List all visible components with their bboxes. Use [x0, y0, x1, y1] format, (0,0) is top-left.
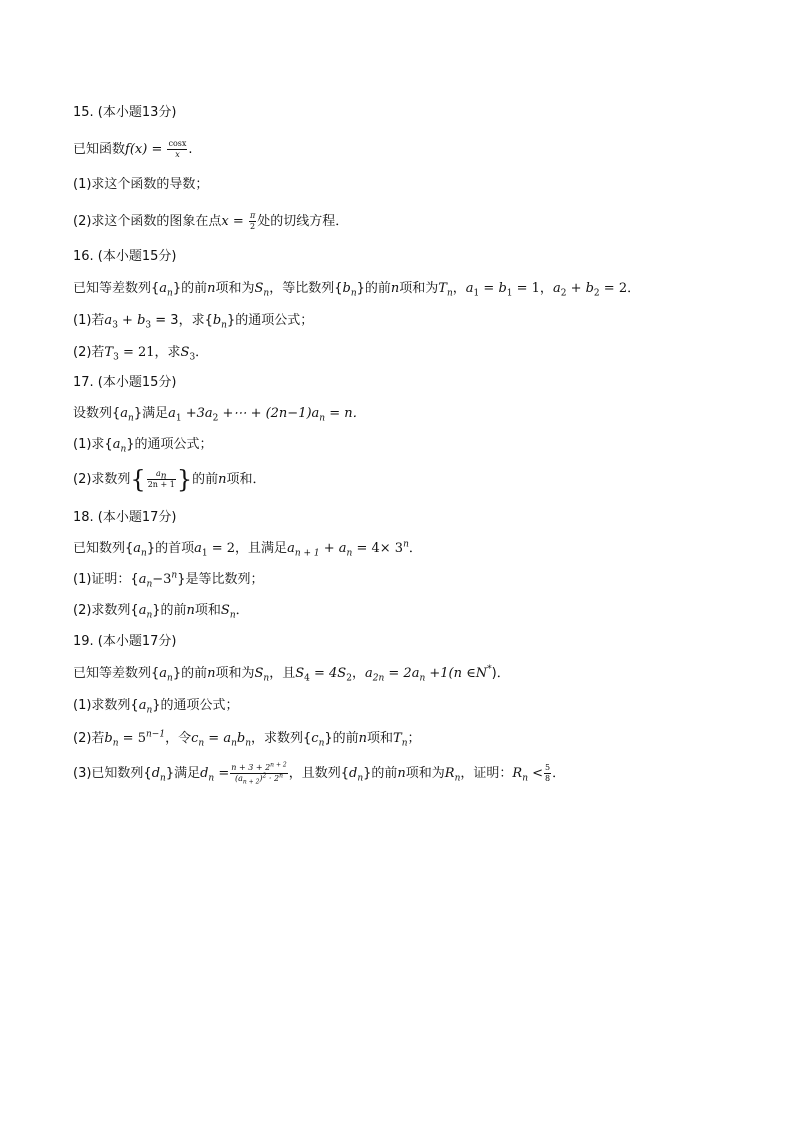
p18q2-a: a	[138, 603, 147, 618]
p19q2-an: = a	[204, 731, 232, 746]
problem-19-q3	[73, 763, 565, 784]
p19q2-b: b	[104, 731, 113, 746]
p16q2-T: T	[104, 345, 114, 360]
p16q1-t1: (1)若	[73, 313, 105, 328]
p15-q2-numerator: π	[249, 211, 256, 220]
problem-18-heading-text: 18. (本小题17分)	[73, 510, 177, 525]
p18-an1: a	[287, 541, 295, 556]
p16-t2: }的前	[172, 281, 208, 296]
p19q3-t4: }的前	[363, 766, 398, 781]
problem-18-q1	[73, 570, 264, 590]
p19q3-frac58	[544, 763, 551, 784]
problem-16-heading-text: 16. (本小题15分)	[73, 249, 177, 264]
p19-t2: }的前	[172, 666, 208, 681]
p19-t4: ，且	[269, 666, 296, 681]
p16-sub-2a: 2	[560, 288, 567, 299]
p18q2-t3: 项和	[194, 603, 221, 618]
p16q2-S: S	[180, 345, 190, 360]
p16-t3: 项和为	[215, 281, 255, 296]
p16-sub-1b: 1	[506, 288, 513, 299]
p19q2-T: T	[393, 731, 402, 746]
p16q1-b: + b	[117, 313, 146, 328]
p18q1-a: a	[138, 572, 147, 587]
p19q1-subn: n	[146, 705, 153, 716]
problem-15-stem	[73, 139, 193, 160]
p17q2-num-sub: n	[160, 471, 167, 482]
p19q3-subn3: n	[357, 773, 364, 784]
problem-17-q2	[73, 465, 266, 494]
p16q1-t2: = 3，求{	[151, 313, 213, 328]
p19q3-den-close: )	[259, 774, 263, 783]
p16q2-t2: = 21，求	[118, 345, 181, 360]
p19-2an: = 2a	[384, 666, 420, 681]
p18q1-3: −3	[152, 572, 172, 587]
problem-16-q2	[73, 343, 208, 363]
p16-n1: n	[207, 281, 216, 296]
p19q3-den-2: · 2	[266, 774, 280, 783]
problem-19-stem	[73, 664, 510, 684]
p16-n2: n	[390, 281, 400, 296]
p19q3-R: R	[444, 766, 455, 781]
p19-sub2: 2	[346, 673, 352, 684]
p19q3-subn4: n	[454, 773, 461, 784]
p19-subn3: n	[419, 673, 426, 684]
p18-subn2: n	[346, 548, 353, 559]
p16q2-t1: (2)若	[73, 345, 105, 360]
p19q3-eight: 8	[545, 774, 551, 783]
p19q2-t5: 项和	[367, 731, 394, 746]
p17q1-a: a	[112, 437, 121, 452]
p17-t3: = n．	[325, 406, 366, 421]
p17q2-fraction	[147, 469, 176, 490]
p16-c1c: = 1，	[512, 281, 553, 296]
p19q2-n: n	[358, 731, 368, 746]
p19-a2n: a	[364, 666, 373, 681]
p19-t6: +1(n ∈N	[425, 666, 488, 681]
p15-q2-eq: =	[228, 214, 248, 229]
p16q2-t3: ．	[195, 345, 209, 360]
p19q1-t2: }的通项公式；	[152, 698, 239, 713]
p19q3-eq: =	[214, 766, 230, 781]
p19q3-den-sub: n + 2	[242, 778, 260, 786]
problem-15-heading	[73, 103, 177, 123]
p19q3-end: ．	[552, 766, 566, 781]
p18q2-subn: n	[146, 610, 153, 621]
p18-a: a	[133, 541, 142, 556]
p15-fx: f(x)	[125, 142, 148, 157]
p17q2-t3: 项和．	[226, 472, 266, 487]
p19q2-c: c	[191, 731, 199, 746]
p17-a1: a	[168, 406, 176, 421]
problem-15-q1	[73, 175, 208, 195]
p18-t1: 已知数列{	[73, 541, 134, 556]
p17q2-den: 2n + 1	[147, 480, 175, 489]
p19q3-num-text: n + 3 + 2	[231, 763, 271, 772]
p19-n: n	[207, 666, 216, 681]
p19q3-fraction	[230, 763, 287, 784]
p19-t3: 项和为	[215, 666, 255, 681]
p16q1-a: a	[104, 313, 113, 328]
p15-end: .	[188, 142, 193, 157]
p17q1-t1: (1)求{	[73, 437, 113, 452]
p19q3-five: 5	[545, 763, 551, 772]
p19-sub2n: 2n	[372, 673, 385, 684]
p18q1-supn: n	[171, 570, 178, 581]
problem-18-heading	[73, 508, 177, 528]
p19q2-t4: }的前	[324, 731, 359, 746]
p18-sub1: 1	[201, 548, 208, 559]
p19q3-t2: }满足	[165, 766, 201, 781]
p19q3-num-sup: n + 2	[270, 761, 287, 769]
p19q2-t1: (2)若	[73, 731, 105, 746]
p16-t1: 已知等差数列{	[73, 281, 160, 296]
p16-c1b: = b	[479, 281, 507, 296]
p15-denominator: x	[167, 149, 187, 160]
p19q2-subn5: n	[318, 738, 325, 749]
p19-subn: n	[167, 673, 173, 684]
problem-17-q1	[73, 435, 213, 455]
p19-t5: ，	[351, 666, 365, 681]
p16q1-bn: b	[212, 313, 222, 328]
p15-q2-text-1: (2)求这个函数的图象在点	[73, 214, 222, 229]
p19q2-subn4: n	[245, 738, 251, 749]
p19-S: S	[254, 666, 264, 681]
p17q1-t2: }的通项公式；	[126, 437, 213, 452]
p19q2-subn6: n	[401, 738, 408, 749]
p19q3-t3: ，且数列{	[288, 766, 349, 781]
p16q2-sub3b: 3	[189, 352, 196, 363]
p19q3-d: d	[151, 766, 161, 781]
p16-b: b	[342, 281, 351, 296]
p17-subn: n	[128, 413, 134, 424]
p19q2-t6: ；	[407, 731, 421, 746]
p19q2-bn: b	[236, 731, 246, 746]
p18-supn: n	[403, 539, 409, 550]
p17-sub1: 1	[175, 413, 182, 424]
p17-sub2: 2	[212, 413, 219, 424]
p17-t2: }满足	[133, 406, 169, 421]
p18q1-subn: n	[146, 579, 153, 590]
p19-4S2: = 4S	[309, 666, 347, 681]
p17q2-n: n	[218, 472, 227, 487]
p16q1-sub3b: 3	[145, 320, 152, 331]
p15-numerator: cosx	[168, 139, 187, 148]
p16-c1a: a	[465, 281, 474, 296]
p18-t2: }的首项	[146, 541, 195, 556]
problem-19-q1	[73, 696, 239, 716]
p19-t7: )．	[491, 666, 510, 681]
p18-subn1: n + 1	[294, 548, 320, 559]
problem-17-heading-text: 17. (本小题15分)	[73, 375, 177, 390]
p19q3-subn2: n	[208, 773, 215, 784]
p16-sub-1a: 1	[473, 288, 480, 299]
problem-19-heading	[73, 632, 177, 652]
problem-16-stem	[73, 279, 640, 299]
p19q3-subn5: n	[522, 773, 528, 784]
problem-15-heading-text: 15. (本小题13分)	[73, 105, 177, 120]
problem-16-heading	[73, 247, 177, 267]
p19q2-sup: n−1	[145, 729, 166, 740]
p19q3-den-sq: 2	[262, 772, 267, 780]
problem-18-stem	[73, 539, 422, 559]
p19q3-den-a: (a	[234, 774, 243, 783]
problem-19-q2	[73, 729, 421, 749]
p18-t3: = 2，且满足	[207, 541, 288, 556]
p15-q2-fraction	[249, 211, 256, 232]
p16q1-subn: n	[221, 320, 227, 331]
p16-sub-n1: n	[167, 288, 173, 299]
p19-sub4: 4	[304, 673, 310, 684]
p16-a: a	[159, 281, 168, 296]
p16-sub-n4: n	[446, 288, 453, 299]
p19q2-cn: c	[311, 731, 319, 746]
p18-t4: = 4× 3	[352, 541, 404, 556]
p17q2-t1: (2)求数列	[73, 472, 131, 487]
p18q2-t4: ．	[235, 603, 249, 618]
p19q3-t5: 项和为	[405, 766, 445, 781]
p17-a2: +3a	[181, 406, 213, 421]
problem-18-q2	[73, 601, 249, 621]
p15-q2-text-2: 处的切线方程．	[257, 214, 349, 229]
p19q2-t3: ，求数列{	[251, 731, 312, 746]
p16q1-sub3a: 3	[112, 320, 118, 331]
p19-subn2: n	[263, 673, 270, 684]
p17-an: +⋯ + (2n−1)a	[218, 406, 320, 421]
p18q2-t1: (2)求数列{	[73, 603, 139, 618]
p17q2-left-brace: {	[130, 465, 146, 494]
p17q2-num-a: a	[155, 469, 161, 478]
p19q2-t2: ，令	[165, 731, 192, 746]
p19q3-t1: (3)已知数列{	[73, 766, 152, 781]
p16-t6: 项和为	[399, 281, 439, 296]
p19q3-lt: <	[527, 766, 544, 781]
problem-17-stem	[73, 404, 366, 424]
p18q1-t2: }是等比数列；	[177, 572, 264, 587]
p19q3-den	[230, 773, 287, 784]
p19q3-n: n	[397, 766, 406, 781]
p17-a: a	[120, 406, 129, 421]
p19q2-subn: n	[112, 738, 119, 749]
p19q2-subn3: n	[231, 738, 237, 749]
p19q3-t6: ，证明：	[460, 766, 513, 781]
problem-16-q1	[73, 311, 313, 331]
p16q1-t3: }的通项公式；	[226, 313, 314, 328]
p18-t5: ．	[408, 541, 422, 556]
p16q2-sub3a: 3	[113, 352, 119, 363]
p18q2-n: n	[186, 603, 195, 618]
p15-q1-text: (1)求这个函数的导数；	[73, 177, 209, 192]
p16-c2c: = 2．	[599, 281, 641, 296]
problem-19-heading-text: 19. (本小题17分)	[73, 634, 177, 649]
p15-q2-denominator: 2	[250, 222, 256, 231]
p15-eq: =	[147, 142, 167, 157]
p19q3-R2: R	[512, 766, 523, 781]
p16-t5: }的前	[356, 281, 391, 296]
p17q1-subn: n	[120, 444, 127, 455]
p16-c2b: + b	[566, 281, 594, 296]
p15-fraction	[167, 139, 187, 160]
p16-t7: ，	[452, 281, 466, 296]
p16-sub-n2: n	[263, 288, 270, 299]
p19q3-den-sup: n	[279, 772, 283, 780]
p19q3-dn: d	[200, 766, 209, 781]
p19-star: *	[487, 664, 492, 675]
p19-t1: 已知等差数列{	[73, 666, 160, 681]
p16-c2a: a	[552, 281, 561, 296]
p18q2-subn2: n	[229, 610, 236, 621]
p15-q2-x: x	[221, 214, 229, 229]
p19-a: a	[159, 666, 168, 681]
p18-subn: n	[141, 548, 147, 559]
p19-S4: S	[295, 666, 305, 681]
p18-a1: a	[194, 541, 202, 556]
p15-text-1: 已知函数	[73, 142, 126, 157]
problem-15-q2	[73, 211, 348, 232]
p17-t1: 设数列{	[73, 406, 121, 421]
p18q1-t1: (1)证明：{	[73, 572, 139, 587]
p19q3-d2: d	[348, 766, 358, 781]
problem-17-heading	[73, 373, 177, 393]
p16-sub-2b: 2	[593, 288, 600, 299]
p18-an: + a	[319, 541, 347, 556]
p19q2-subn2: n	[198, 738, 205, 749]
p18q2-t2: }的前	[152, 603, 187, 618]
p19q3-subn: n	[160, 773, 166, 784]
p17-subn2: n	[319, 413, 326, 424]
p19q2-5: = 5	[118, 731, 146, 746]
p16-t4: ，等比数列{	[269, 281, 343, 296]
p17q2-right-brace: }	[176, 465, 193, 494]
p19q1-a: a	[138, 698, 147, 713]
p16-sub-n3: n	[350, 288, 357, 299]
p16-T: T	[438, 281, 447, 296]
p17q2-num	[147, 469, 176, 482]
p19q1-t1: (1)求数列{	[73, 698, 139, 713]
p17q2-t2: 的前	[192, 472, 219, 487]
p16-S: S	[254, 281, 264, 296]
p18q2-S: S	[220, 603, 230, 618]
